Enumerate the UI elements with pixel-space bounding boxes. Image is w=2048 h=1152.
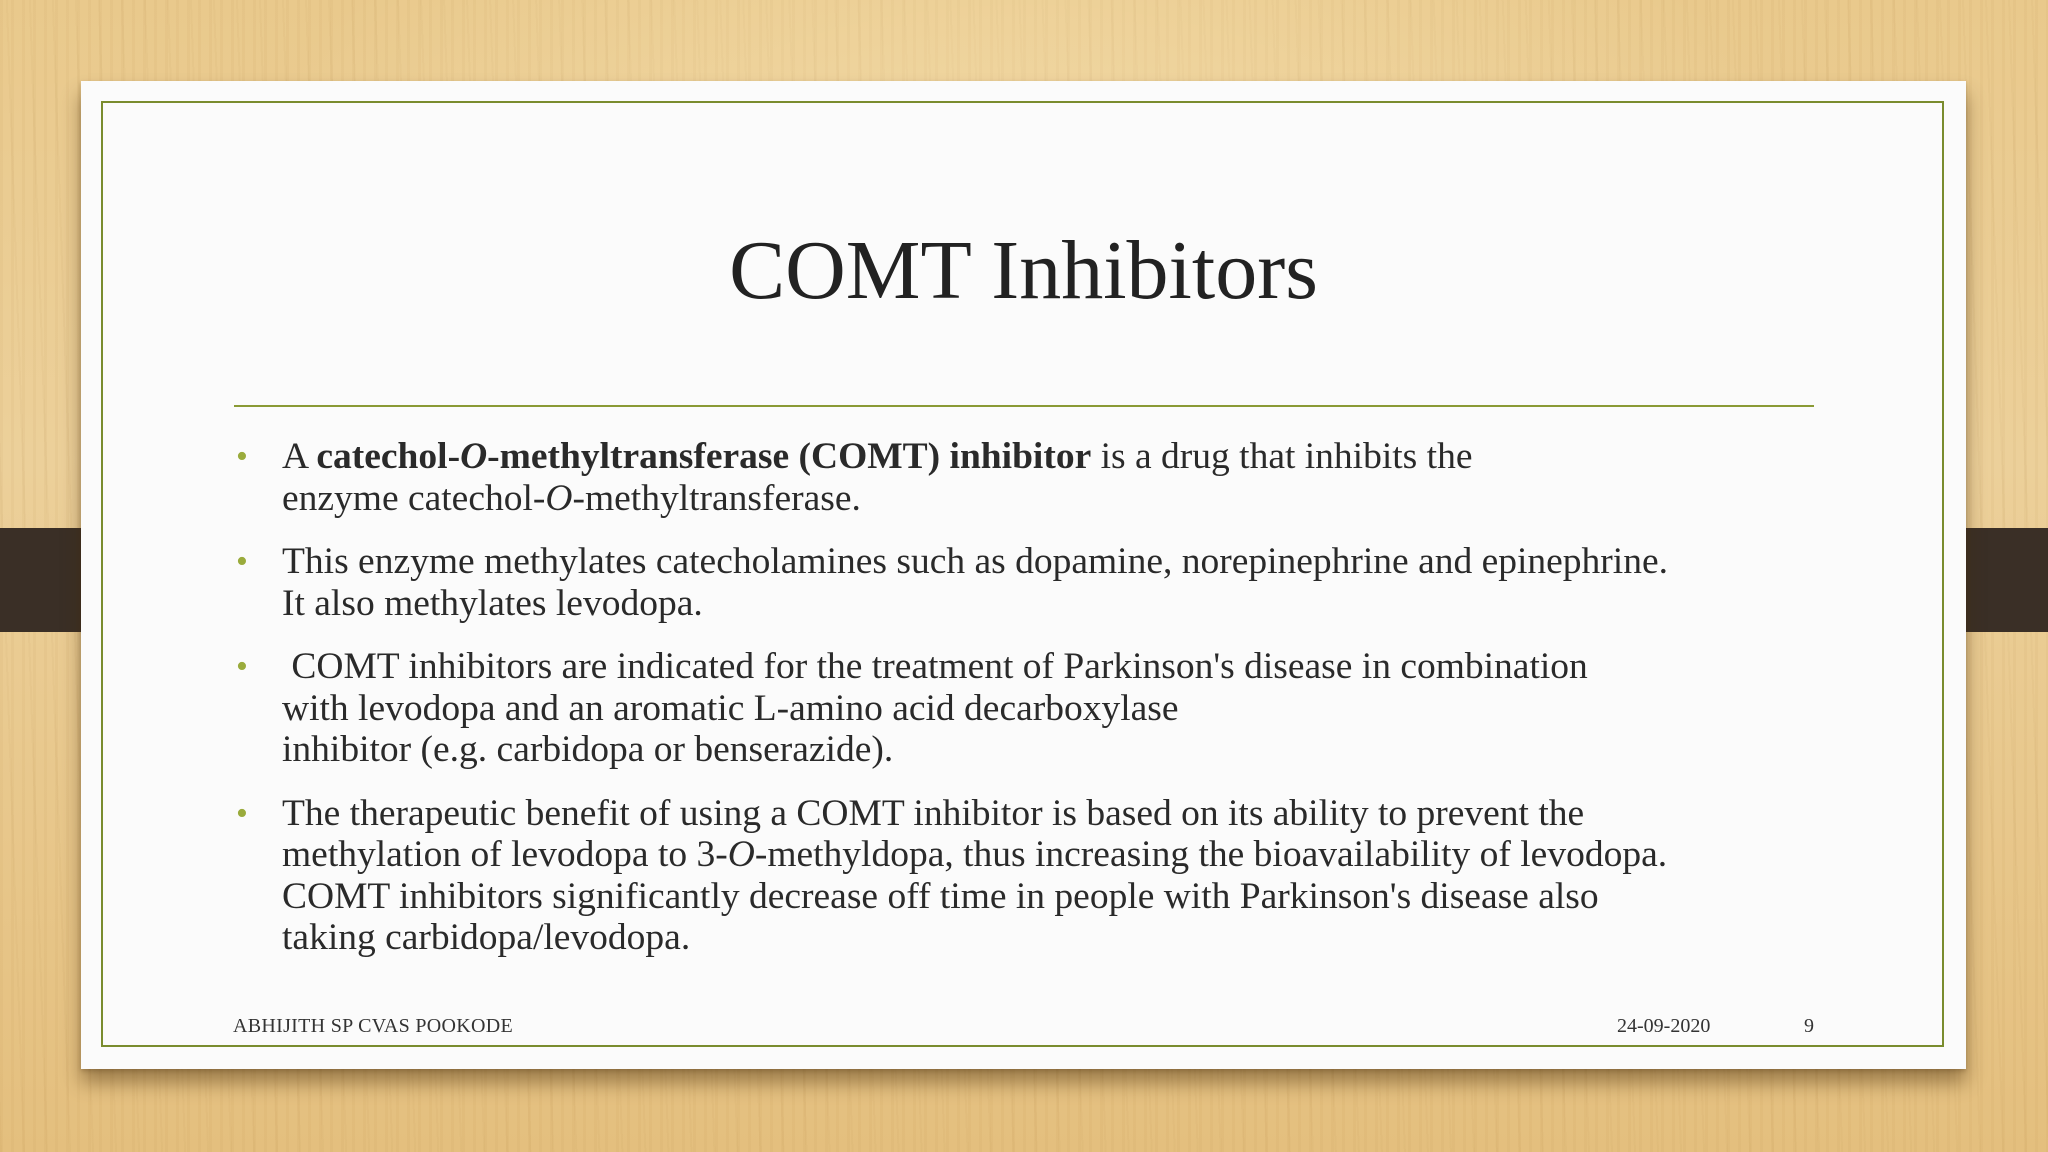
text-run: COMT inhibitors significantly decrease off time in people with Parkinson's disease also: [282, 875, 1599, 917]
text-run: -methyltransferase.: [572, 477, 861, 519]
bullet-line: [282, 436, 1894, 478]
footer-page-number: 9: [1804, 1015, 1814, 1037]
text-run: methylation of levodopa to 3-: [282, 834, 728, 875]
text-run: with levodopa and an aromatic L-amino acid decarboxylase: [282, 687, 1179, 729]
slide-title: COMT Inhibitors: [729, 224, 1318, 317]
bullet-dot-icon: •: [236, 648, 248, 685]
text-run: taking carbidopa/levodopa.: [282, 917, 691, 958]
text-run: A: [282, 436, 317, 477]
bullet-line: [282, 729, 1894, 771]
text-run: The therapeutic benefit of using a COMT inhibitor is based on its ability to prevent the: [282, 792, 1585, 834]
slide-card: [81, 81, 1966, 1069]
text-run: -methyltransferase (COMT) inhibitor: [487, 436, 1092, 477]
text-run: inhibitor (e.g. carbidopa or benserazide).: [282, 729, 894, 770]
title-divider: [234, 405, 1814, 407]
bullet-line: [282, 793, 1894, 835]
text-run: COMT inhibitors are indicated for the treatment of Parkinson's disease in combination: [282, 646, 1588, 687]
bullet-line: [282, 834, 1894, 876]
bullet-dot-icon: •: [236, 438, 248, 475]
bullet-line: [282, 876, 1894, 918]
bullet-line: [282, 688, 1894, 730]
bullet-line: [282, 478, 1894, 520]
footer-date: 24-09-2020: [1617, 1015, 1711, 1037]
bullet-item: [234, 436, 1894, 519]
footer-author: ABHIJITH SP CVAS POOKODE: [233, 1015, 514, 1037]
bullet-line: [282, 646, 1894, 688]
text-run: O: [727, 834, 755, 875]
bullet-item: [234, 793, 1894, 959]
text-run: O: [460, 436, 488, 477]
text-run: It also methylates levodopa.: [282, 582, 703, 624]
bullet-list: [234, 436, 1894, 981]
bullet-line: [282, 541, 1894, 583]
text-run: -methyldopa, thus increasing the bioavailability of levodopa.: [754, 834, 1668, 875]
text-run: catechol-: [316, 436, 461, 477]
text-run: This enzyme methylates catecholamines such as dopamine, norepinephrine and epinephrine.: [282, 541, 1668, 582]
bullet-item: [234, 541, 1894, 624]
bullet-line: [282, 917, 1894, 959]
bullet-dot-icon: •: [236, 794, 248, 832]
text-run: is a drug that inhibits the: [1091, 436, 1473, 477]
text-run: enzyme catechol-: [282, 477, 546, 519]
bullet-dot-icon: •: [236, 543, 248, 580]
bullet-item: [234, 646, 1894, 771]
bullet-line: [282, 583, 1894, 625]
text-run: O: [545, 477, 573, 519]
